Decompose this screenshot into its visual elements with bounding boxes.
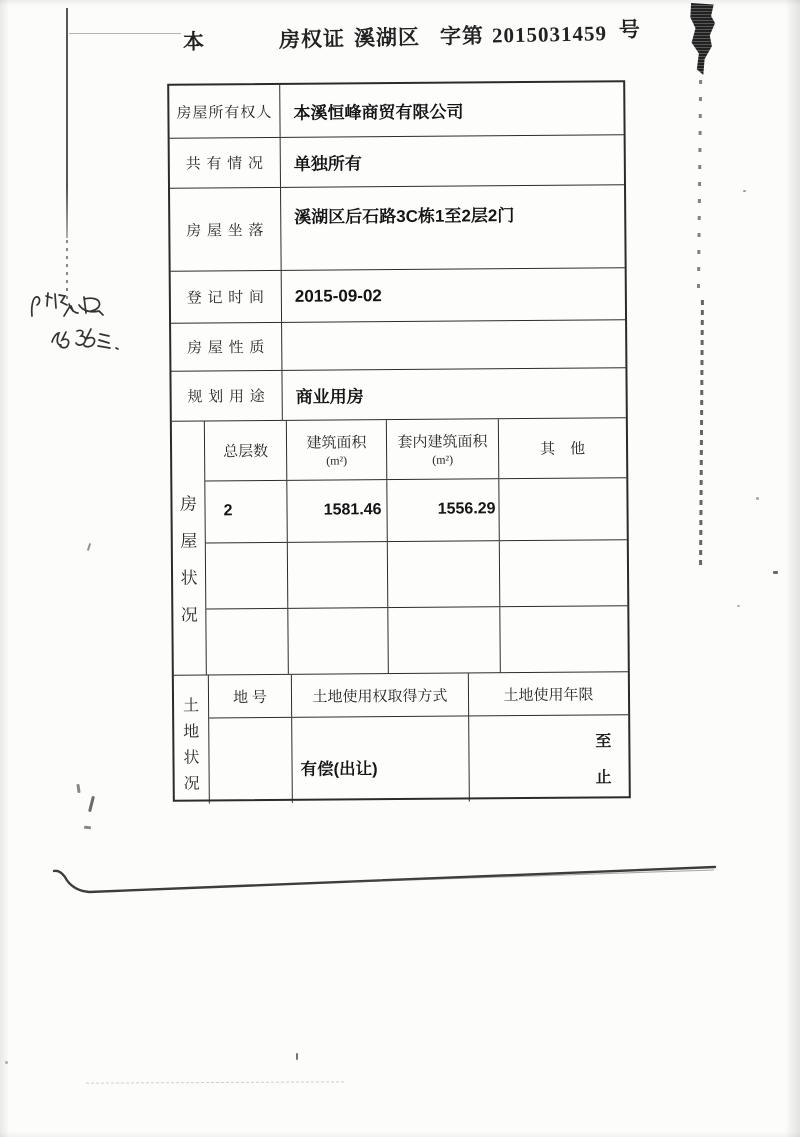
certificate-header: [182, 17, 642, 56]
side-label-char: 况: [180, 605, 198, 625]
term-from-label: 至: [595, 733, 612, 751]
row-value: [282, 320, 625, 370]
land-status-data-row: [209, 715, 629, 803]
row-label: 登 记 时 间: [171, 271, 282, 323]
side-label-char: 房: [179, 494, 198, 514]
house-status-section: [172, 418, 628, 676]
side-label-char: 土: [182, 697, 200, 715]
serial-number: 2015031459: [491, 21, 608, 48]
house-status-grid: [205, 418, 628, 674]
table-row-house-nature: [171, 320, 625, 372]
scan-speck: [296, 1053, 298, 1060]
scan-speck: [756, 497, 759, 500]
column-header-land-number: 地 号: [209, 675, 292, 718]
row-label: 房 屋 性 质: [171, 323, 282, 371]
other-value: [499, 478, 626, 540]
other-value: [500, 540, 628, 607]
floors-value: [206, 609, 289, 674]
column-header-built-area: 建筑面积 (m²): [287, 420, 387, 480]
page-edge-top-mark: [69, 33, 181, 34]
row-label: 房 屋 坐 落: [170, 188, 282, 271]
scan-speck: [76, 784, 80, 793]
table-row-location: [170, 185, 625, 272]
house-status-side-label: [172, 422, 207, 675]
inner-area-value: [388, 541, 501, 608]
land-number-value: [209, 718, 293, 804]
land-status-side-label: [174, 676, 210, 804]
built-area-value: [288, 542, 389, 609]
column-header-other: 其 他: [539, 441, 586, 458]
certificate-name: 房权证: [278, 26, 346, 52]
scan-speck: [84, 826, 91, 830]
column-header-inner-area: 套内建筑面积 (m²): [387, 419, 499, 479]
scan-speck: [743, 190, 746, 192]
table-row-co-ownership: [170, 135, 624, 189]
scan-speck: [88, 796, 95, 812]
built-area-value: [288, 608, 389, 674]
scan-artifact-ink-trail: [697, 80, 702, 300]
scan-artifact-ink-trail: [699, 300, 704, 565]
side-label-char: 屋: [180, 531, 198, 551]
row-value: 2015-09-02: [294, 285, 382, 306]
district-name: 溪湖区: [353, 25, 421, 51]
house-status-empty-row: [206, 606, 627, 674]
scan-speck: [737, 605, 740, 607]
unit-label: (m²): [432, 452, 454, 467]
column-header-use-term: 土地使用年限: [503, 686, 594, 704]
scan-edge-shadow-bottom: [0, 1131, 800, 1137]
row-value: 本溪恒峰商贸有限公司: [293, 101, 464, 123]
table-row-owner: [169, 82, 623, 139]
scan-artifact-ink-blob: [689, 3, 715, 75]
volume-prefix: 本: [182, 29, 206, 54]
side-label-char: 地: [183, 723, 200, 741]
scan-speck: [773, 571, 778, 574]
handwriting-annotation: [24, 284, 136, 362]
row-value: 商业用房: [295, 387, 364, 407]
floors-value: 2: [205, 481, 287, 542]
unit-label: (m²): [326, 453, 348, 468]
row-label: 规 划 用 途: [171, 371, 282, 421]
column-header-acquisition-method: 土地使用权取得方式: [292, 673, 469, 716]
side-label-char: 状: [180, 568, 198, 588]
page-edge-line-dots: [66, 240, 68, 302]
house-status-header-row: [205, 418, 626, 481]
side-label-char: 状: [183, 749, 200, 767]
scan-faint-line: [86, 1081, 344, 1083]
row-label: 房屋所有权人: [169, 85, 280, 138]
page-edge-line: [66, 8, 68, 238]
serial-label: 字第: [439, 23, 485, 49]
row-value: 单独所有: [293, 154, 362, 174]
scan-edge-shadow-right: [785, 0, 800, 1137]
term-to-label: 止: [595, 769, 612, 787]
house-status-empty-row: [206, 540, 628, 610]
column-header-floors: 总层数: [205, 421, 287, 480]
row-value: 溪湖区后石路3C栋1至2层2门: [294, 206, 515, 227]
certificate-table: [167, 80, 631, 802]
side-label-char: 况: [183, 775, 200, 793]
row-label: 共 有 情 况: [170, 138, 281, 188]
use-term-cell: [469, 715, 629, 801]
table-row-planned-use: [171, 368, 625, 422]
inner-area-value: 1556.29: [387, 479, 499, 541]
table-row-registration-date: [171, 268, 625, 324]
land-status-grid: [209, 672, 629, 803]
page-fold-line: [50, 855, 720, 905]
built-area-value: 1581.46: [287, 480, 387, 542]
inner-area-value: [388, 607, 501, 673]
acquisition-method-value: 有偿(出让): [292, 716, 470, 802]
floors-value: [206, 542, 289, 608]
scan-speck: [87, 543, 91, 551]
other-value: [500, 606, 628, 672]
land-status-section: [174, 672, 629, 804]
serial-suffix: 号: [618, 17, 642, 42]
handwriting-strokes: [24, 284, 136, 362]
land-status-header-row: [209, 672, 628, 718]
scan-edge-shadow-top: [0, 0, 800, 6]
house-status-data-row: [205, 478, 626, 543]
scan-edge-shadow-left: [0, 0, 9, 1137]
